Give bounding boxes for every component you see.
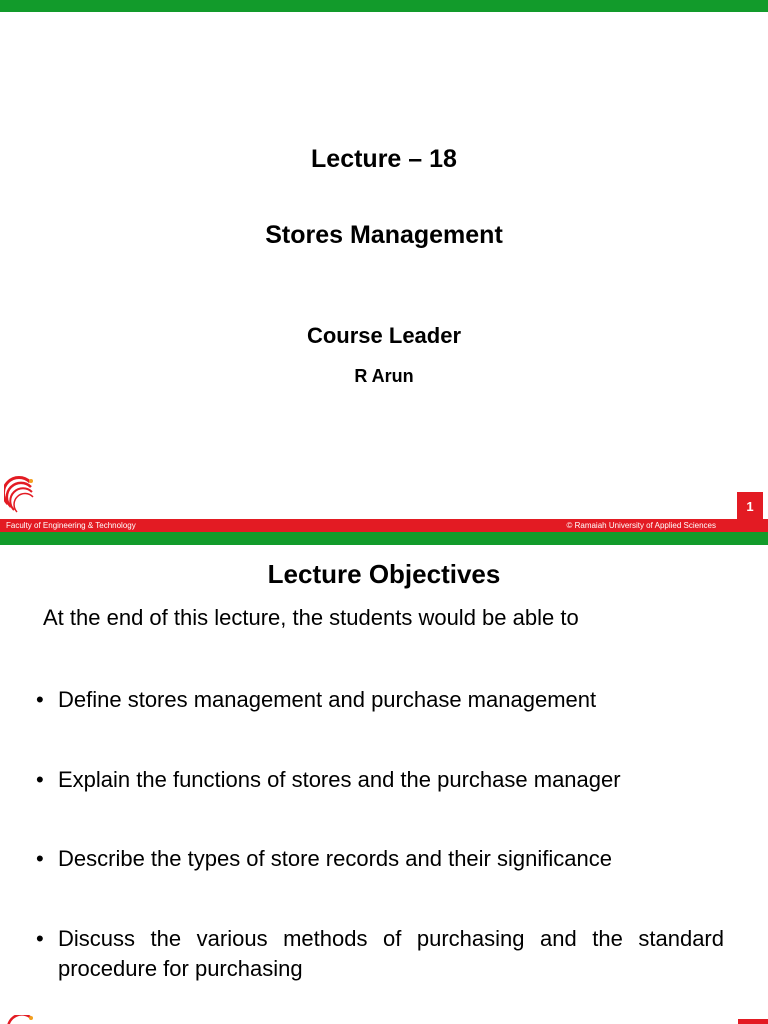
list-item-text: Define stores management and purchase management [58, 687, 597, 712]
list-item-text: Discuss the various methods of purchasing and the standard procedure for purchasing [58, 926, 724, 981]
list-item [36, 844, 724, 874]
list-item [36, 924, 724, 984]
course-leader-name: R Arun [354, 366, 414, 386]
objectives-title: Lecture Objectives [267, 559, 501, 589]
page-number-badge: 1 [737, 492, 763, 522]
bullet-icon: • [36, 846, 44, 871]
list-item-text: Explain the functions of stores and the purchase manager [58, 767, 621, 792]
list-item [36, 685, 724, 715]
university-logo-icon [4, 1015, 38, 1024]
header-green-bar [0, 0, 768, 12]
objectives-slide [0, 545, 768, 1024]
footer-copyright-text: © Ramaiah University of Applied Sciences [566, 521, 716, 530]
lecture-title: Stores Management [265, 221, 503, 249]
list-item-text: Describe the types of store records and their significance [58, 846, 612, 871]
objectives-intro: At the end of this lecture, the students would be able to [43, 605, 579, 630]
bullet-icon: • [36, 767, 44, 792]
bullet-icon: • [36, 926, 44, 951]
course-leader-label: Course Leader [306, 323, 462, 348]
lecture-number: Lecture – 18 [311, 145, 457, 173]
footer-faculty-text: Faculty of Engineering & Technology [6, 521, 136, 530]
footer-green-bar [0, 532, 768, 545]
university-logo-icon [4, 474, 38, 518]
page-number-badge [738, 1019, 768, 1024]
bullet-icon: • [36, 687, 44, 712]
footer-bar [0, 519, 768, 532]
list-item [36, 765, 724, 795]
